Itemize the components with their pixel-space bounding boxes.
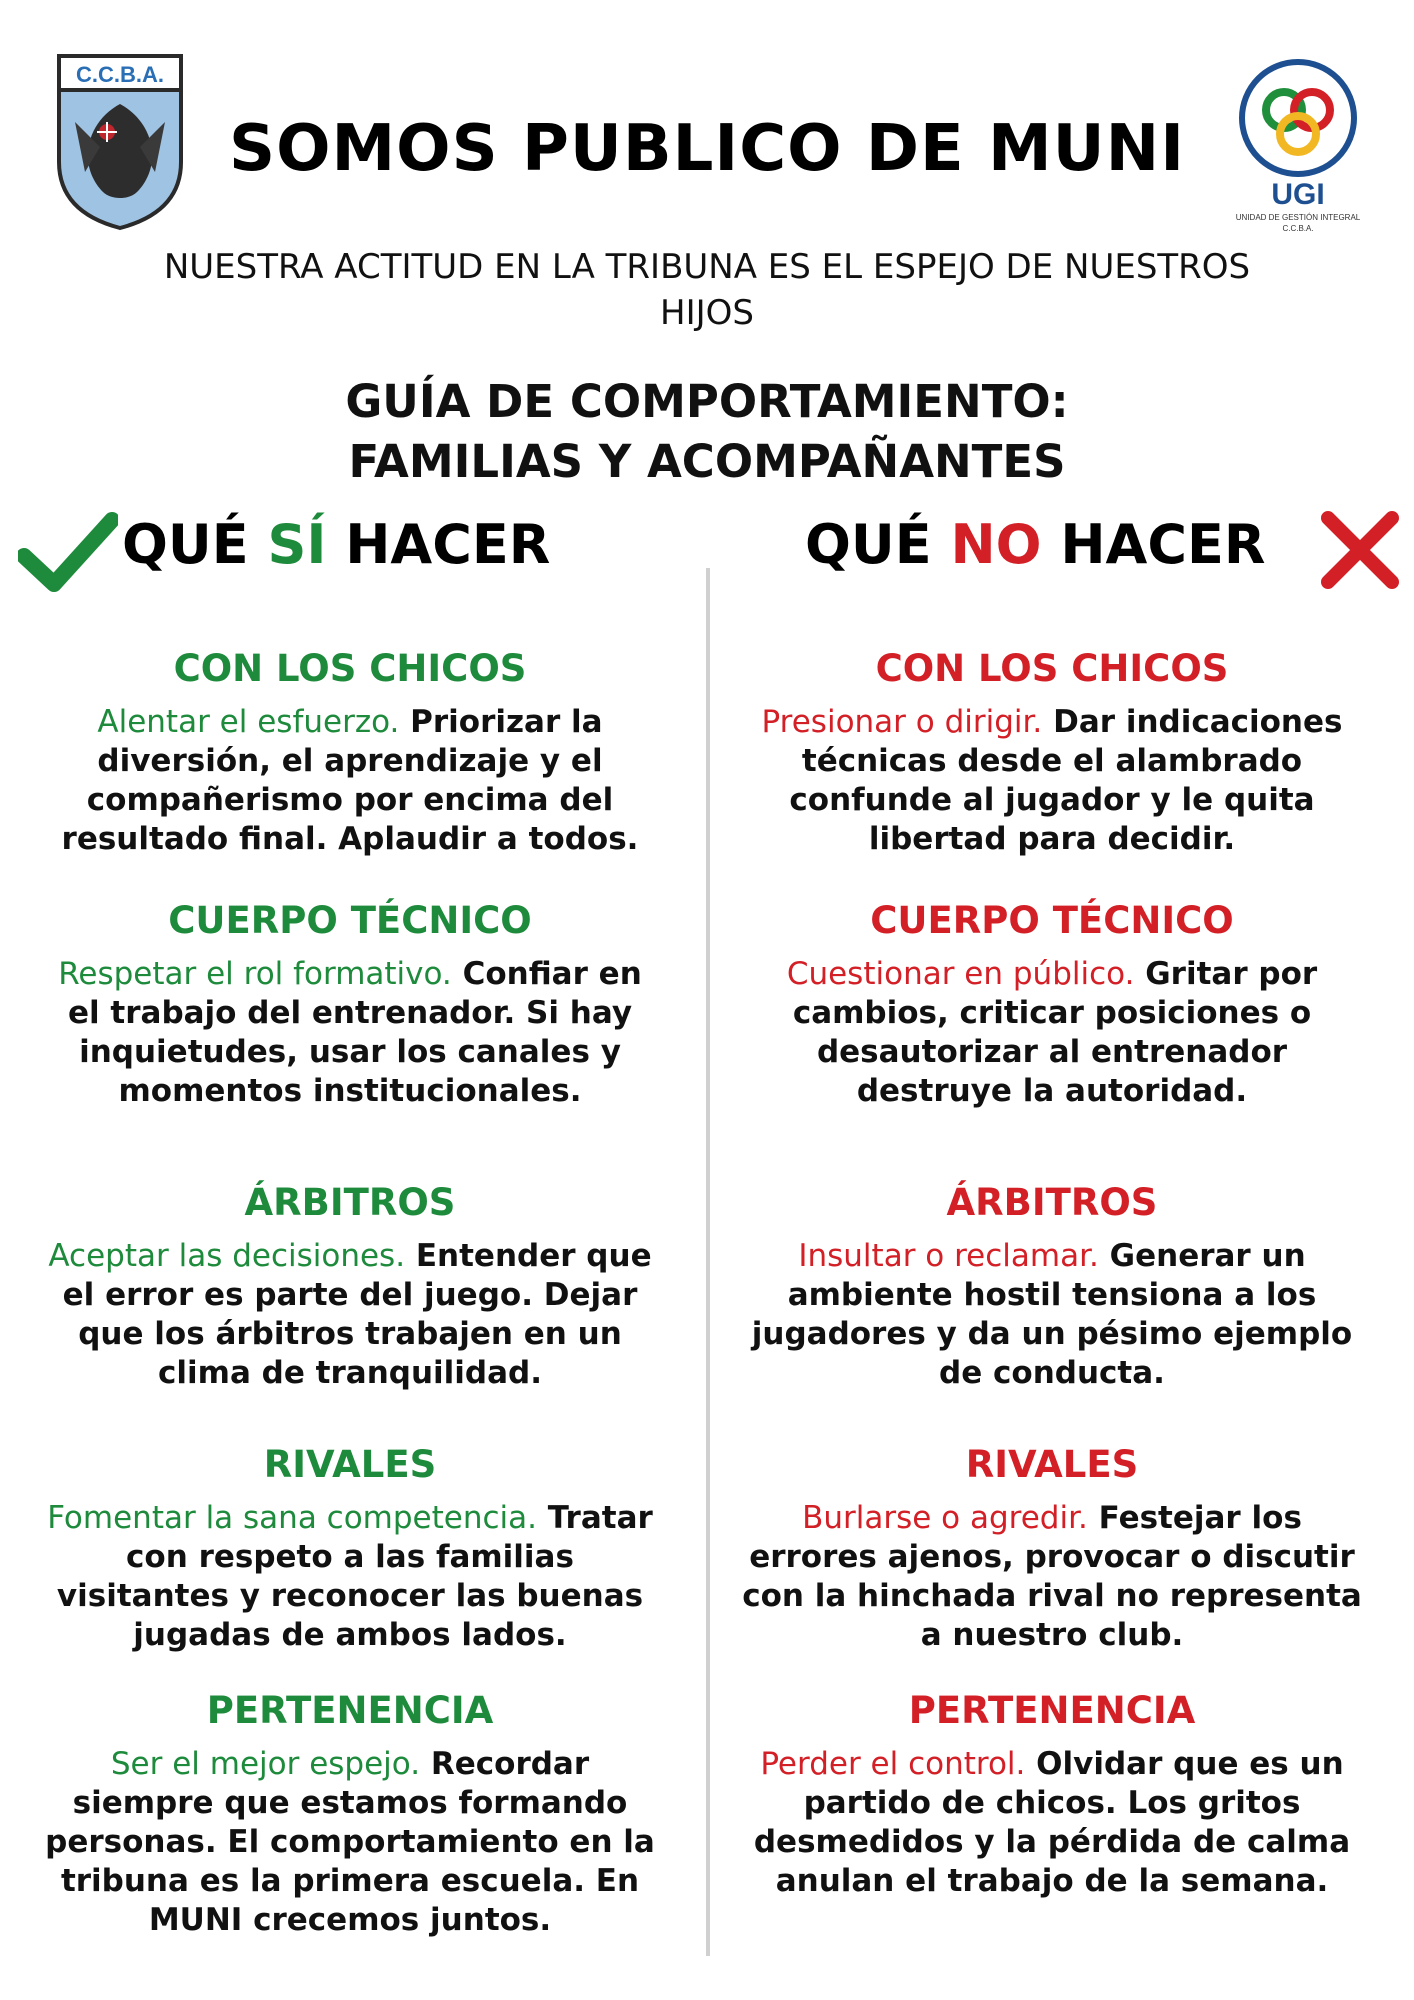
do-section-title: CUERPO TÉCNICO: [168, 899, 532, 942]
dont-section-lead: Insultar o reclamar.: [798, 1238, 1099, 1274]
do-section-title: RIVALES: [263, 1443, 437, 1486]
dont-section-text: Olvidar que es un partido de chicos. Los gritos desmedidos y la pérdida de calma anulan el trabajo de la semana.: [753, 1746, 1351, 1899]
dont-section-title: CUERPO TÉCNICO: [870, 899, 1234, 942]
column-divider: [706, 568, 710, 1956]
do-heading-accent: SÍ: [267, 513, 327, 576]
dont-section-text: Dar indicaciones técnicas desde el alambrado confunde al jugador y le quita libertad para decidir.: [789, 704, 1343, 857]
do-section-rivales: [40, 1441, 660, 1655]
dont-column-heading: [805, 513, 1265, 593]
dont-section-title: PERTENENCIA: [908, 1689, 1196, 1732]
page-title: SOMOS PUBLICO DE MUNI: [228, 112, 1186, 186]
dont-section-cuerpo-tecnico: [742, 897, 1362, 1111]
dont-section-arbitros: [742, 1179, 1362, 1393]
dont-section-text: Generar un ambiente hostil tensiona a los jugadores y da un pésimo ejemplo de conducta.: [751, 1238, 1353, 1391]
checkmark-icon: [18, 512, 118, 592]
do-section-body: [40, 1237, 660, 1393]
do-section-text: Recordar siempre que estamos formando personas. El comportamiento en la tribuna es la primera escuela. En MUNI crecemos juntos.: [45, 1746, 655, 1938]
ugi-logo-name: UGI: [1271, 178, 1325, 211]
cross-icon: [1318, 508, 1402, 592]
do-section-lead: Alentar el esfuerzo.: [97, 704, 400, 740]
dont-section-body: [742, 1237, 1362, 1393]
do-heading-prefix: QUÉ: [122, 513, 268, 576]
dont-section-lead: Cuestionar en público.: [786, 956, 1135, 992]
dont-heading-accent: NO: [950, 513, 1042, 576]
do-section-lead: Fomentar la sana competencia.: [47, 1500, 538, 1536]
page-subtitle: NUESTRA ACTITUD EN LA TRIBUNA ES EL ESPEJO DE NUESTROS HIJOS: [163, 247, 1251, 333]
dont-section-pertenencia: [742, 1687, 1362, 1901]
dont-section-title: ÁRBITROS: [946, 1181, 1158, 1224]
guide-heading-line-1: GUÍA DE COMPORTAMIENTO:: [345, 375, 1069, 428]
dont-section-body: [742, 1499, 1362, 1655]
do-section-body: [40, 703, 660, 859]
dont-section-text: Gritar por cambios, criticar posiciones o desautorizar al entrenador destruye la autoridad.: [792, 956, 1318, 1109]
dont-section-lead: Perder el control.: [760, 1746, 1026, 1782]
dont-section-rivales: [742, 1441, 1362, 1655]
do-section-lead: Ser el mejor espejo.: [110, 1746, 421, 1782]
dont-section-body: [742, 703, 1362, 859]
do-section-body: [40, 955, 660, 1111]
dont-heading-suffix: HACER: [1041, 513, 1266, 576]
dont-section-title: RIVALES: [965, 1443, 1139, 1486]
club-badge-text: C.C.B.A.: [76, 62, 164, 87]
do-section-lead: Aceptar las decisiones.: [48, 1238, 406, 1274]
dont-section-lead: Presionar o dirigir.: [761, 704, 1043, 740]
do-section-pertenencia: [40, 1687, 660, 1940]
do-section-title: PERTENENCIA: [206, 1689, 494, 1732]
dont-heading-prefix: QUÉ: [805, 513, 951, 576]
do-section-lead: Respetar el rol formativo.: [58, 956, 452, 992]
dont-section-text: Festejar los errores ajenos, provocar o discutir con la hinchada rival no representa a nuestro club.: [742, 1500, 1362, 1653]
do-section-cuerpo-tecnico: [40, 897, 660, 1111]
dont-section-con-los-chicos: [742, 645, 1362, 859]
do-section-body: [40, 1745, 660, 1940]
dont-section-lead: Burlarse o agredir.: [802, 1500, 1088, 1536]
do-section-text: Tratar con respeto a las familias visitantes y reconocer las buenas jugadas de ambos lados.: [56, 1500, 653, 1653]
do-column-heading: [122, 513, 550, 593]
do-section-text: Entender que el error es parte del juego. Dejar que los árbitros trabajen en un clima de tranquilidad.: [62, 1238, 652, 1391]
dont-section-body: [742, 1745, 1362, 1901]
do-section-con-los-chicos: [40, 645, 660, 859]
do-heading-suffix: HACER: [326, 513, 551, 576]
dont-section-body: [742, 955, 1362, 1111]
guide-heading-line-2: FAMILIAS Y ACOMPAÑANTES: [348, 435, 1066, 488]
ugi-logo-club: C.C.B.A.: [1282, 224, 1314, 233]
guide-heading: [140, 372, 1274, 492]
do-section-body: [40, 1499, 660, 1655]
do-section-text: Confiar en el trabajo del entrenador. Si hay inquietudes, usar los canales y momentos institucionales.: [67, 956, 642, 1109]
ugi-logo-full-name: UNIDAD DE GESTIÓN INTEGRAL: [1235, 213, 1361, 222]
dont-section-title: CON LOS CHICOS: [875, 647, 1229, 690]
do-section-arbitros: [40, 1179, 660, 1393]
do-section-title: CON LOS CHICOS: [173, 647, 527, 690]
do-section-title: ÁRBITROS: [244, 1181, 456, 1224]
do-section-text: Priorizar la diversión, el aprendizaje y el compañerismo por encima del resultado final. Aplaudir a todos.: [61, 704, 639, 857]
